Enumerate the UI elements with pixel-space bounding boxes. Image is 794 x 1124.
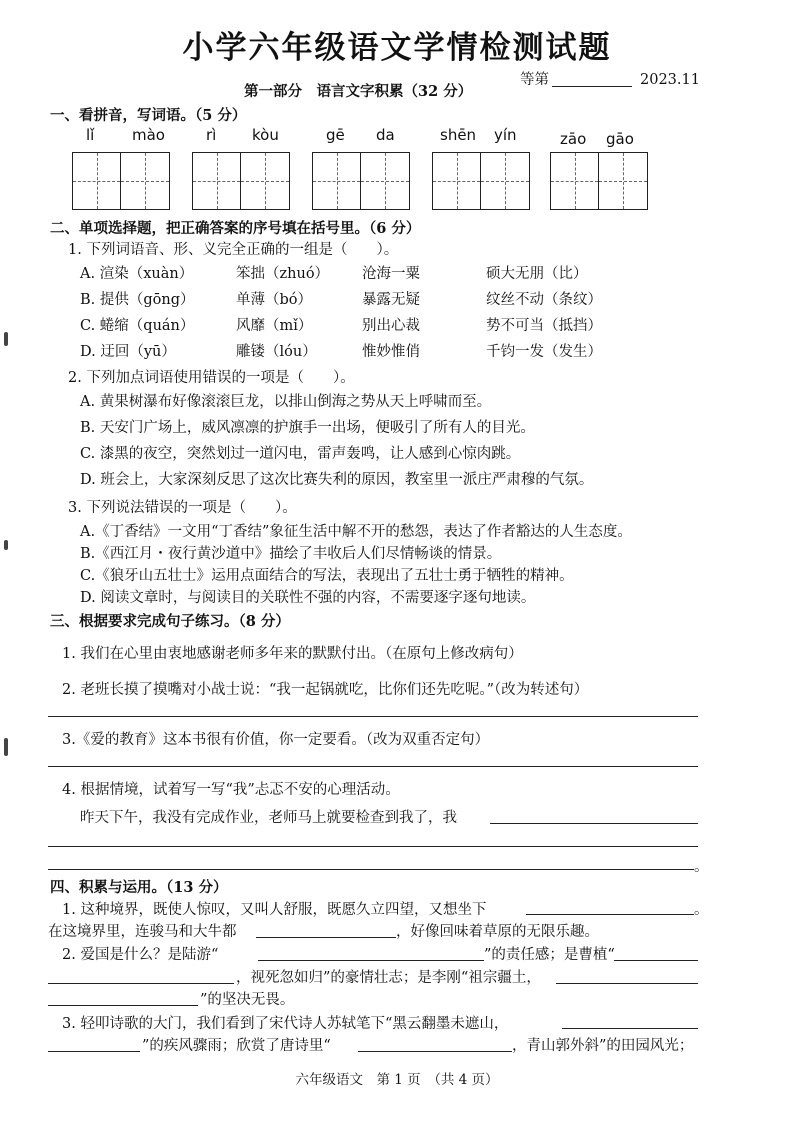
- option-b-word: 暴露无疑: [362, 292, 420, 308]
- option-b-word: 单薄（bó）: [236, 292, 313, 308]
- option-a-word: 沧海一粟: [362, 266, 420, 282]
- question-stem: 2. 下列加点词语使用错误的一项是（ ）。: [68, 370, 355, 386]
- pinyin: rì: [206, 126, 217, 144]
- option-c-word: 别出心裁: [362, 318, 420, 334]
- section-2-heading: 二、单项选择题，把正确答案的序号填在括号里。（6 分）: [50, 220, 421, 237]
- page-title: 小学六年级语文学情检测试题: [182, 30, 612, 66]
- fill-blank[interactable]: [614, 960, 698, 961]
- option-a-word: 笨拙（zhuó）: [236, 266, 330, 282]
- question-stem: 3. 下列说法错误的一项是（ ）。: [68, 500, 297, 516]
- grade-blank[interactable]: [552, 86, 632, 87]
- question-text: 在这境界里，连骏马和大牛都: [48, 924, 237, 940]
- option-d-word: 千钧一发（发生）: [486, 344, 602, 360]
- answer-line[interactable]: [48, 869, 694, 870]
- writing-grid[interactable]: [72, 152, 170, 210]
- option-a: A. 渲染（xuàn）: [80, 266, 194, 282]
- fill-blank[interactable]: [48, 1051, 140, 1052]
- question-stem: 1. 下列词语音、形、义完全正确的一组是（ ）。: [68, 242, 399, 258]
- pinyin: da: [376, 126, 395, 144]
- question-text: ”的坚决无畏。: [200, 992, 295, 1008]
- question: 1. 我们在心里由衷地感谢老师多年来的默默付出。（在原句上修改病句）: [62, 646, 523, 662]
- option-c: C. 漆黑的夜空，突然划过一道闪电，雷声轰鸣，让人感到心惊肉跳。: [80, 446, 521, 462]
- end-mark: 。: [694, 859, 709, 875]
- pinyin: lǐ: [86, 126, 95, 144]
- answer-line[interactable]: [48, 766, 698, 767]
- pinyin: yín: [494, 126, 517, 144]
- option-c: C.《狼牙山五壮士》运用点面结合的写法，表现出了五壮士勇于牺牲的精神。: [80, 568, 574, 584]
- fill-blank[interactable]: [48, 1005, 198, 1006]
- answer-line[interactable]: [490, 823, 698, 824]
- scan-mark: [4, 332, 8, 346]
- fill-blank[interactable]: [258, 960, 484, 961]
- page-footer: 六年级语文 第 1 页 （共 4 页）: [295, 1072, 499, 1088]
- option-a: A.《丁香结》一文用“丁香结”象征生活中解不开的愁怨，表达了作者豁达的人生态度。: [80, 524, 632, 540]
- pinyin: shēn: [440, 126, 477, 144]
- pinyin: kòu: [252, 126, 279, 144]
- question: 4. 根据情境，试着写一写“我”忐忑不安的心理活动。: [62, 782, 400, 798]
- option-d: D. 迂回（yū）: [80, 344, 176, 360]
- fill-blank[interactable]: [48, 983, 234, 984]
- option-d: D. 班会上，大家深刻反思了这次比赛失利的原因，教室里一派庄严肃穆的气氛。: [80, 472, 594, 488]
- option-b: B. 提供（gōng）: [80, 292, 195, 308]
- option-d: D. 阅读文章时，与阅读目的关联性不强的内容，不需要逐字逐句地读。: [80, 590, 536, 606]
- question-text: ，视死忽如归”的豪情壮志；是李刚“祖宗疆土，: [236, 970, 541, 986]
- section-4-heading: 四、积累与运用。（13 分）: [50, 879, 228, 896]
- question-text: ，青山郭外斜”的田园风光；: [512, 1038, 694, 1054]
- question: 3.《爱的教育》这本书很有价值，你一定要看。（改为双重否定句）: [62, 732, 490, 748]
- writing-grid[interactable]: [550, 152, 648, 210]
- section-3-heading: 三、根据要求完成句子练习。（8 分）: [50, 613, 290, 630]
- fill-blank[interactable]: [562, 1028, 698, 1029]
- section-1-heading: 一、看拼音，写词语。（5 分）: [50, 107, 247, 124]
- question-text: ”的责任感；是曹植“: [484, 947, 615, 963]
- punct: 。: [694, 902, 709, 918]
- scan-mark: [4, 738, 8, 756]
- pinyin: zāo: [560, 130, 587, 148]
- pinyin: gē: [326, 126, 345, 144]
- question: 1. 这种境界，既使人惊叹，又叫人舒服，既愿久立四望，又想坐下: [62, 902, 487, 918]
- fill-blank[interactable]: [526, 914, 694, 915]
- option-b: B. 天安门广场上，威风凛凛的护旗手一出场，便吸引了所有人的目光。: [80, 420, 535, 436]
- option-d-word: 惟妙惟俏: [362, 344, 420, 360]
- fill-blank[interactable]: [556, 983, 698, 984]
- option-b-word: 纹丝不动（条纹）: [486, 292, 602, 308]
- writing-grid[interactable]: [312, 152, 410, 210]
- fill-blank[interactable]: [256, 937, 396, 938]
- scan-mark: [4, 540, 8, 550]
- question-text: ，好像回味着草原的无限乐趣。: [396, 924, 599, 940]
- question-text: ”的疾风骤雨；欣赏了唐诗里“: [142, 1038, 331, 1054]
- writing-grid[interactable]: [192, 152, 290, 210]
- option-d-word: 雕镂（lóu）: [236, 344, 317, 360]
- question: 2. 爱国是什么？是陆游“: [62, 947, 219, 963]
- option-a: A. 黄果树瀑布好像滚滚巨龙，以排山倒海之势从天上呼啸而至。: [80, 394, 492, 410]
- writing-grid[interactable]: [432, 152, 530, 210]
- pinyin: gāo: [606, 130, 634, 148]
- part-heading: 第一部分 语言文字积累（32 分）: [244, 83, 473, 100]
- question: 3. 轻叩诗歌的大门，我们看到了宋代诗人苏轼笔下“黑云翻墨未遮山，: [62, 1016, 509, 1032]
- answer-line[interactable]: [48, 846, 698, 847]
- option-c: C. 蜷缩（quán）: [80, 318, 195, 334]
- option-a-word: 硕大无朋（比）: [486, 266, 588, 282]
- option-c-word: 风靡（mǐ）: [236, 318, 313, 334]
- answer-line[interactable]: [48, 716, 698, 717]
- grade-label: 等第: [520, 72, 549, 88]
- pinyin: mào: [132, 126, 165, 144]
- fill-blank[interactable]: [358, 1051, 512, 1052]
- option-c-word: 势不可当（抵挡）: [486, 318, 602, 334]
- question: 2. 老班长摸了摸嘴对小战士说：“我一起锅就吃，比你们还先吃呢。”（改为转述句）: [62, 682, 589, 698]
- exam-date: 2023.11: [640, 72, 700, 88]
- option-b: B.《西江月・夜行黄沙道中》描绘了丰收后人们尽情畅谈的情景。: [80, 546, 502, 562]
- question-lead: 昨天下午，我没有完成作业，老师马上就要检查到我了，我: [80, 810, 457, 826]
